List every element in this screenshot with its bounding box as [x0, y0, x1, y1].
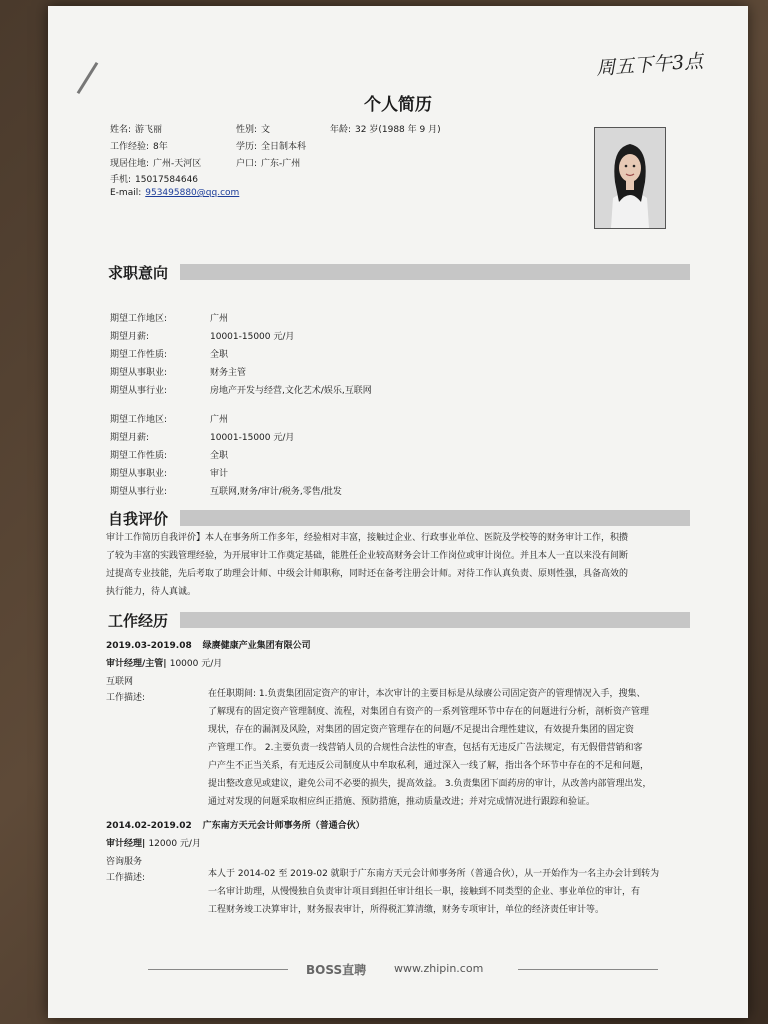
info-hukou: 户口: 广东-广州: [236, 159, 301, 169]
email-link[interactable]: 953495880@qq.com: [145, 188, 240, 198]
info-education: 学历: 全日制本科: [236, 142, 307, 152]
job-desc-label: 工作描述:: [106, 873, 146, 883]
footer-url[interactable]: www.zhipin.com: [394, 962, 484, 975]
section-intent: 求职意向: [106, 262, 690, 282]
info-phone: 手机: 15017584646: [110, 175, 199, 185]
job-industry: 咨询服务: [106, 857, 143, 867]
job-desc-line: 在任职期间: 1.负责集团固定资产的审计，本次审计的主要目标是从绿赓公司固定资产的管理情况入手，搜集、: [208, 689, 646, 699]
info-age: 年龄: 32 岁(1988 年 9 月): [330, 125, 441, 135]
info-experience: 工作经验: 8年: [110, 142, 168, 152]
job-desc-line: 现状，存在的漏洞及风险，对集团的固定资产管理存在的问题/不足提出合理性建议，有效提升集团的固定资: [208, 725, 635, 735]
info-email: E-mail: 953495880@qq.com: [110, 188, 240, 198]
intent-row: 期望从事职业: 财务主管: [110, 368, 247, 378]
job-position: 审计经理/主管| 10000 元/月: [106, 659, 223, 669]
intent-row: 期望工作性质: 全职: [110, 451, 229, 461]
intent-row: 期望月薪: 10001-15000 元/月: [110, 332, 295, 342]
job-desc-line: 提出整改意见或建议，避免公司不必要的损失，提高效益。 3.负责集团下面药房的审计，从改善内部管理出发，: [208, 779, 652, 789]
profile-photo: [594, 127, 666, 229]
intent-row: 期望从事行业: 房地产开发与经营,文化艺术/娱乐,互联网: [110, 386, 372, 396]
intent-row: 期望工作地区: 广州: [110, 415, 229, 425]
job-position: 审计经理| 12000 元/月: [106, 839, 201, 849]
job-desc-line: 本人于 2014-02 至 2019-02 就职于广东南方天元会计师事务所（普通合伙），从一开始作为一名主办会计到转为: [208, 869, 660, 879]
self-eval-line: 了较为丰富的实践管理经验，为开展审计工作奠定基础，能胜任企业较高财务会计工作岗位或审计岗位。并且本人一直以来没有间断: [106, 551, 629, 561]
page-title: 个人简历: [364, 95, 432, 115]
info-name: 姓名: 游飞丽: [110, 125, 163, 135]
intent-row: 期望从事职业: 审计: [110, 469, 229, 479]
handwritten-note: 周五下午3点: [595, 50, 704, 80]
job-desc-label: 工作描述:: [106, 693, 146, 703]
section-work: 工作经历: [106, 610, 690, 630]
intent-row: 期望工作性质: 全职: [110, 350, 229, 360]
job-desc-line: 通过对发现的问题采取相应纠正措施、预防措施，推动质量改进；并对完成情况进行跟踪和验证。: [208, 797, 596, 807]
section-self-eval: 自我评价: [106, 508, 690, 528]
intent-row: 期望从事行业: 互联网,财务/审计/税务,零售/批发: [110, 487, 342, 497]
job-desc-line: 户产生不正当关系，有无违反公司制度从中牟取私利，通过深入一线了解，指出各个环节中存在的不足和问题，: [208, 761, 650, 771]
intent-row: 期望月薪: 10001-15000 元/月: [110, 433, 295, 443]
info-gender: 性别: 文: [236, 125, 271, 135]
resume-page: [48, 6, 748, 1018]
job-desc-line: 工程财务竣工决算审计，财务报表审计，所得税汇算清缴，财务专项审计，单位的经济责任审计等。: [208, 905, 605, 915]
job-industry: 互联网: [106, 677, 134, 687]
intent-row: 期望工作地区: 广州: [110, 314, 229, 324]
footer: [48, 959, 748, 979]
job-header: 2019.03-2019.08 绿赓健康产业集团有限公司: [106, 641, 311, 651]
self-eval-line: 过提高专业技能，先后考取了助理会计师、中级会计师职称，同时还在备考注册会计师。对待工作认真负责、原则性强，具备高效的: [106, 569, 629, 579]
self-eval-line: 审计工作简历自我评价】本人在事务所工作多年，经验相对丰富，接触过企业、行政事业单位、医院及学校等的财务审计工作，积攒: [106, 533, 629, 543]
self-eval-line: 执行能力，待人真诚。: [106, 587, 197, 597]
job-desc-line: 产管理工作。 2.主要负责一线营销人员的合规性合法性的审查，包括有无违反广告法规定，有无假借营销和客: [208, 743, 643, 753]
info-residence: 现居住地: 广州-天河区: [110, 159, 202, 169]
footer-brand: BOSS直聘: [306, 963, 367, 977]
job-desc-line: 一名审计助理，从慢慢独自负责审计项目到担任审计组长一职，接触到不同类型的企业、事业单位的审计，有: [208, 887, 641, 897]
job-desc-line: 了解现有的固定资产管理制度、流程，对集团自有资产的一系列管理环节中存在的问题进行分析，剖析资产管理: [208, 707, 650, 717]
job-header: 2014.02-2019.02 广东南方天元会计师事务所（普通合伙）: [106, 821, 365, 831]
